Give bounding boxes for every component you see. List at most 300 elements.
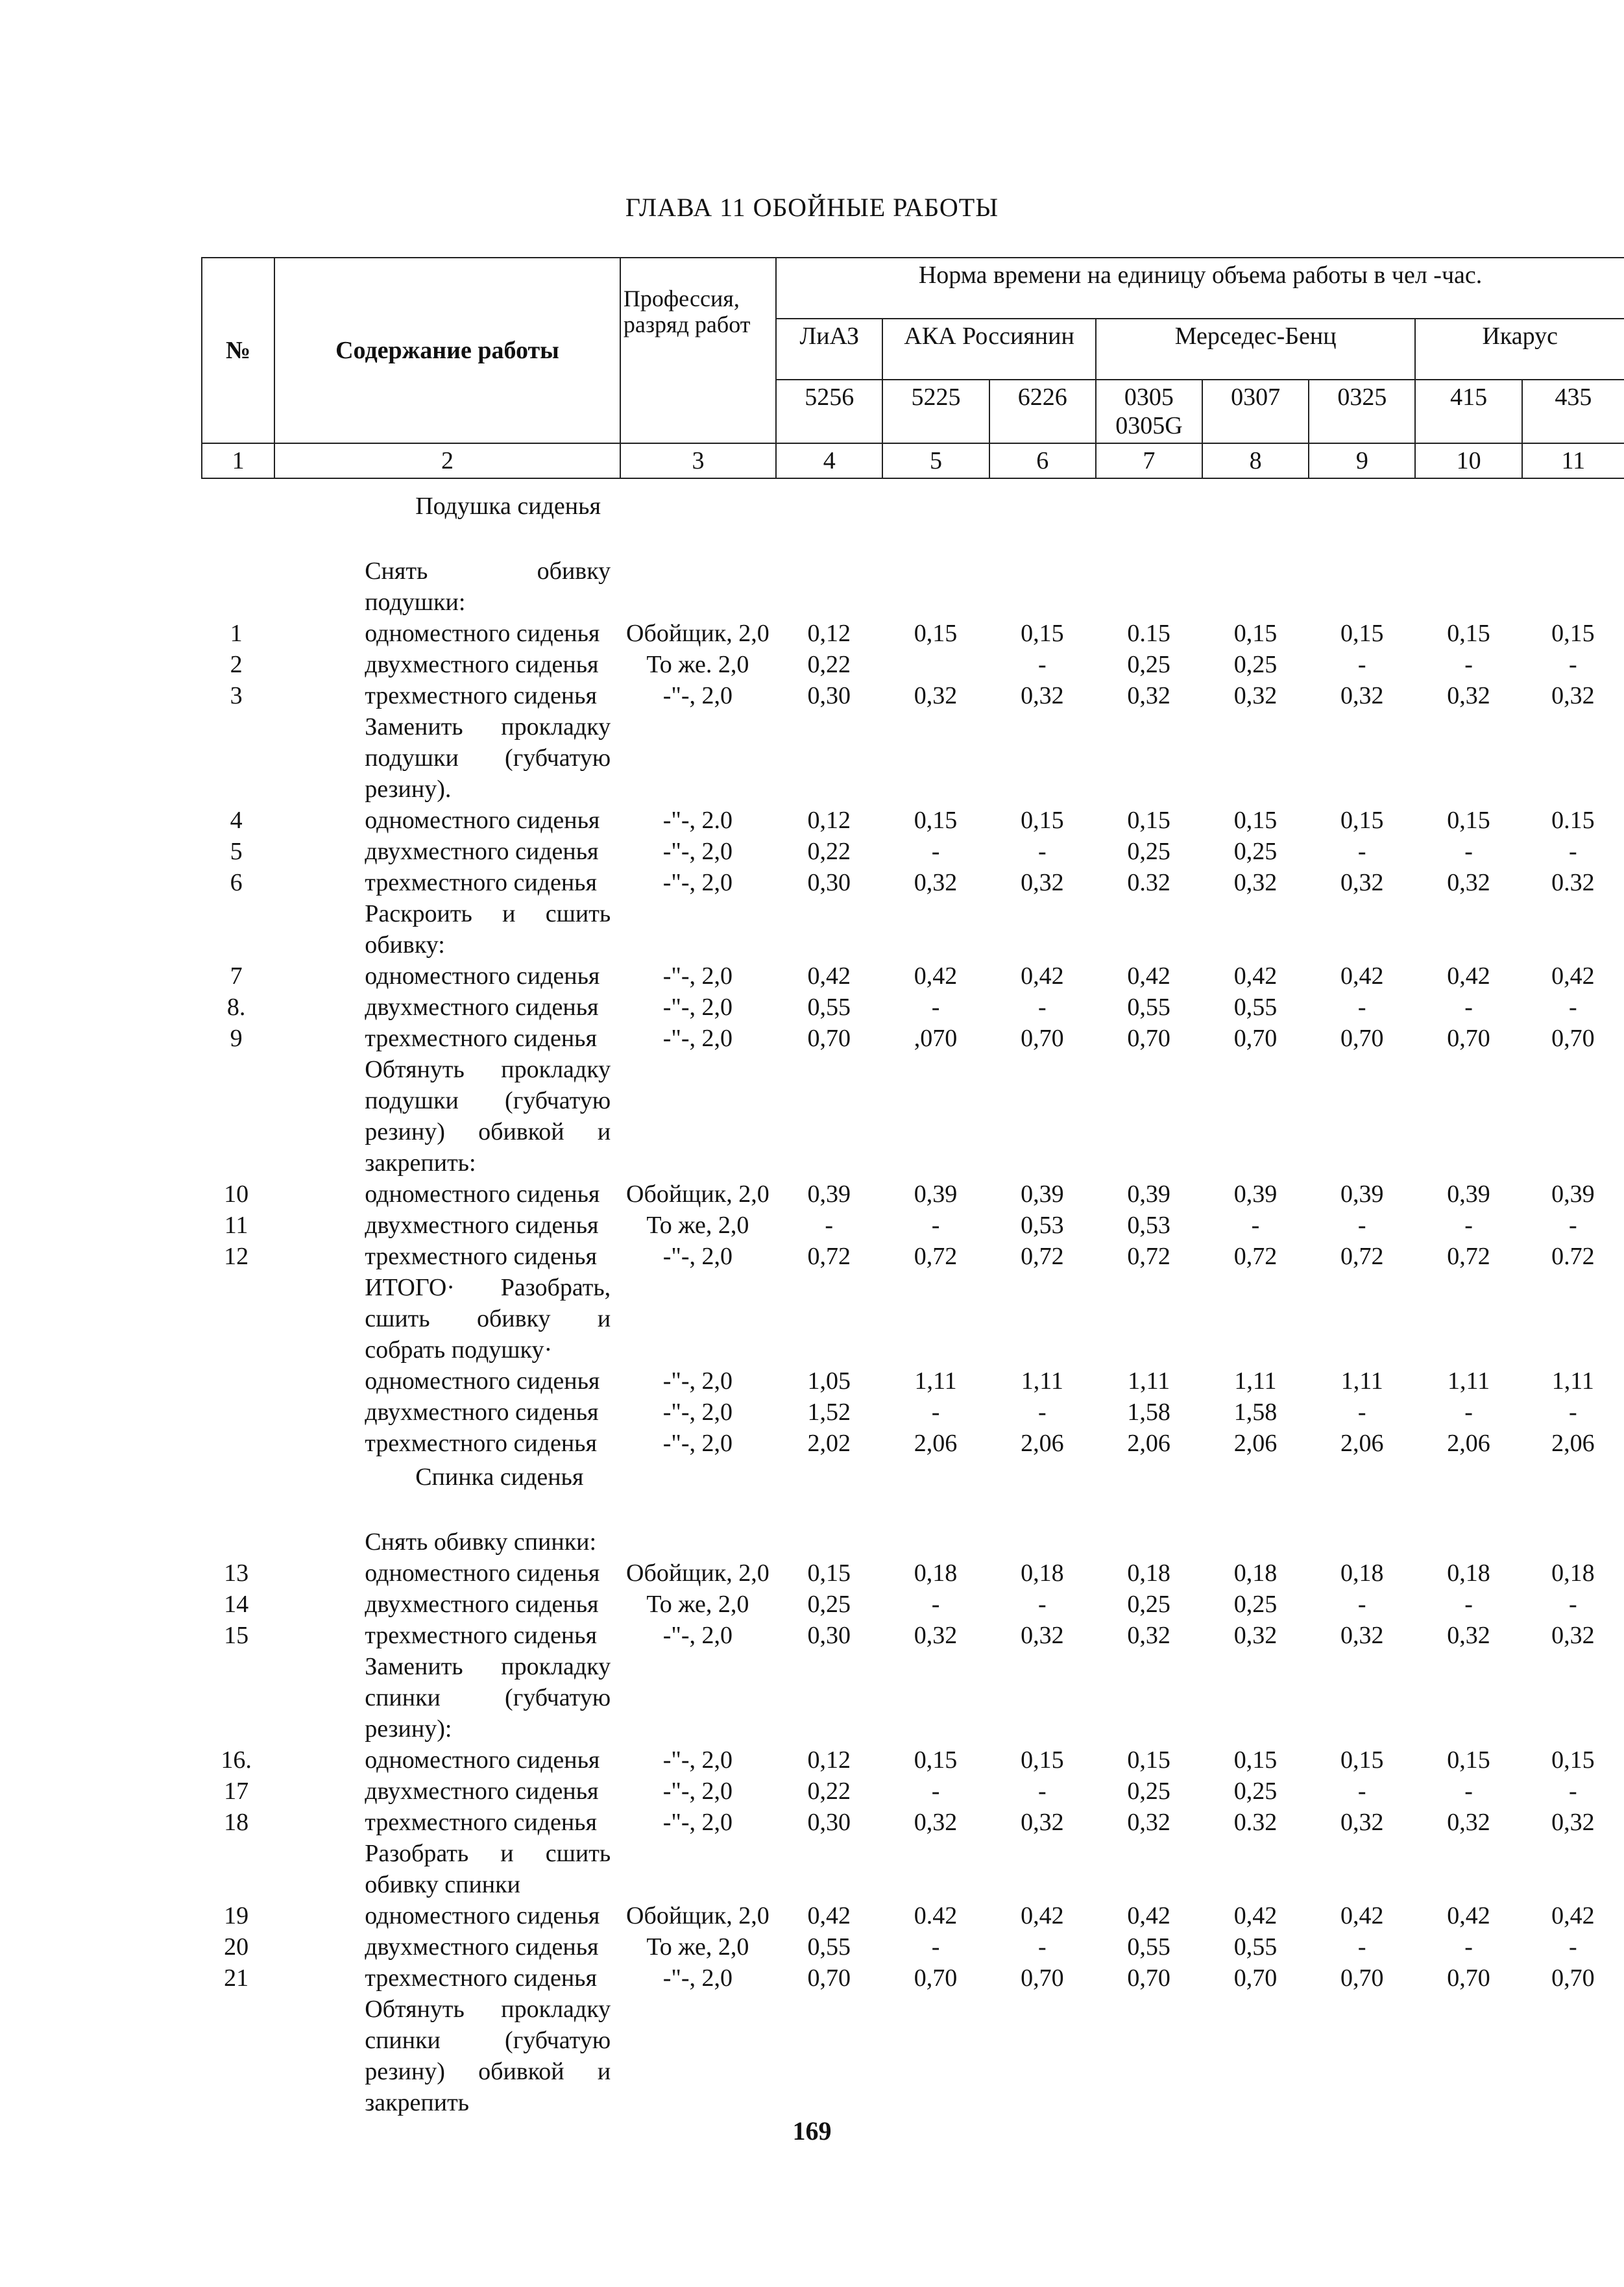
time-norm-value: 0,32 bbox=[1340, 682, 1384, 709]
table-row bbox=[201, 867, 1624, 898]
table-row bbox=[201, 680, 1624, 711]
time-norm-value: 0,70 bbox=[1021, 1964, 1064, 1992]
time-norm-value: 0,32 bbox=[1551, 1622, 1595, 1649]
time-norm-value: 0.15 bbox=[1127, 620, 1170, 647]
time-norm-value: 0,42 bbox=[1021, 962, 1064, 990]
time-norm-value: 0,55 bbox=[807, 994, 851, 1021]
header-group-mercedes: Мерседес-Бенц bbox=[1096, 319, 1416, 380]
header-norm: Норма времени на единицу объема работы в чел -час. bbox=[776, 258, 1624, 319]
time-norm-value: 0,32 bbox=[1021, 1809, 1064, 1836]
time-norm-value: 1,11 bbox=[1234, 1367, 1277, 1395]
col-number: 8 bbox=[1202, 443, 1309, 478]
row-description: одноместного сиденья bbox=[365, 807, 600, 834]
time-norm-value: 0,25 bbox=[1127, 1778, 1170, 1805]
header-model: 0325 bbox=[1309, 380, 1415, 443]
time-norm-value: - bbox=[931, 994, 940, 1021]
time-norm-value: 0,18 bbox=[1021, 1559, 1064, 1587]
time-norm-value: 2,06 bbox=[1551, 1430, 1595, 1457]
table-row bbox=[201, 960, 1624, 992]
row-number: 10 bbox=[224, 1180, 249, 1208]
row-description: трехместного сиденья bbox=[365, 682, 597, 709]
time-norm-value: 0,32 bbox=[914, 869, 958, 896]
time-norm-value: - bbox=[1569, 838, 1577, 865]
header-group-aka: АКА Россиянин bbox=[882, 319, 1095, 380]
row-profession: -"-, 2,0 bbox=[662, 838, 733, 865]
row-profession: -"-, 2,0 bbox=[662, 1809, 733, 1836]
section-heading-row bbox=[201, 1459, 1624, 1495]
row-description: трехместного сиденья bbox=[365, 1622, 597, 1649]
time-norm-value: 0,25 bbox=[1233, 838, 1278, 865]
row-number: 3 bbox=[230, 682, 243, 709]
time-norm-value: 0,18 bbox=[1127, 1559, 1170, 1587]
time-norm-value: 0,72 bbox=[1127, 1243, 1170, 1270]
time-norm-value: 2,06 bbox=[1447, 1430, 1490, 1457]
row-profession: -"-, 2.0 bbox=[662, 807, 733, 834]
empty-cell bbox=[776, 1459, 1624, 1495]
time-norm-value: - bbox=[1569, 1399, 1577, 1426]
time-norm-value: 0,32 bbox=[1340, 869, 1384, 896]
time-norm-value: 2,06 bbox=[1340, 1430, 1384, 1457]
empty-cell bbox=[201, 556, 274, 618]
chapter-title: ГЛАВА 11 ОБОЙНЫЕ РАБОТЫ bbox=[625, 193, 999, 222]
table-row bbox=[201, 1589, 1624, 1620]
empty-cell bbox=[201, 1651, 274, 1744]
time-norm-value: 0,25 bbox=[1233, 1778, 1278, 1805]
time-norm-value: 0,42 bbox=[807, 962, 851, 990]
time-norm-value: 0,70 bbox=[1340, 1025, 1384, 1052]
time-norm-value: 2,06 bbox=[1233, 1430, 1278, 1457]
row-number: 4 bbox=[230, 807, 243, 834]
time-norm-value: - bbox=[1464, 1591, 1473, 1618]
operation-title: Заменить прокладку подушки (губчатую резину). bbox=[365, 713, 611, 803]
spacer-cell bbox=[201, 524, 1624, 556]
spacer-row bbox=[201, 524, 1624, 556]
time-norm-value: 0,72 bbox=[1340, 1243, 1384, 1270]
table-row bbox=[201, 1900, 1624, 1931]
time-norm-value: 0,15 bbox=[914, 1746, 958, 1774]
operation-title-row bbox=[201, 1272, 1624, 1365]
time-norm-value: 0,70 bbox=[1551, 1025, 1595, 1052]
time-norm-value: - bbox=[1357, 1778, 1366, 1805]
time-norm-value: 0,32 bbox=[1233, 1622, 1278, 1649]
col-number: 6 bbox=[989, 443, 1096, 478]
time-norm-value: 0.32 bbox=[1127, 869, 1170, 896]
time-norm-value: 0,25 bbox=[1127, 651, 1170, 678]
time-norm-value: - bbox=[1569, 651, 1577, 678]
time-norm-value: 0,18 bbox=[914, 1559, 958, 1587]
row-description: двухместного сиденья bbox=[365, 1399, 599, 1426]
time-norm-value: 0,15 bbox=[1340, 1746, 1384, 1774]
row-number: 8. bbox=[226, 994, 246, 1021]
table-row bbox=[201, 1620, 1624, 1651]
row-number bbox=[201, 1397, 274, 1428]
time-norm-value: - bbox=[1464, 1933, 1473, 1961]
empty-cell bbox=[620, 711, 1624, 805]
col-number: 2 bbox=[274, 443, 620, 478]
row-number: 16. bbox=[221, 1746, 252, 1774]
time-norm-value: 0,15 bbox=[1340, 807, 1384, 834]
header-model: 5225 bbox=[882, 380, 989, 443]
time-norm-value: 0,32 bbox=[1447, 682, 1490, 709]
row-profession: -"-, 2,0 bbox=[662, 1430, 733, 1457]
time-norm-value: 0,32 bbox=[1447, 1809, 1490, 1836]
time-norm-value: - bbox=[1357, 994, 1366, 1021]
time-norm-value: - bbox=[1464, 994, 1473, 1021]
header-model: 0307 bbox=[1202, 380, 1309, 443]
time-norm-value: - bbox=[1038, 994, 1047, 1021]
row-number: 11 bbox=[224, 1212, 248, 1239]
time-norm-value: 2,06 bbox=[1127, 1430, 1170, 1457]
norms-table bbox=[201, 488, 1624, 2118]
empty-cell bbox=[201, 1459, 274, 1495]
header-group-liaz: ЛиАЗ bbox=[776, 319, 882, 380]
operation-title-row bbox=[201, 1994, 1624, 2118]
row-number: 9 bbox=[230, 1025, 243, 1052]
time-norm-value: 0,42 bbox=[1021, 1902, 1064, 1929]
operation-title: Снять обивку спинки: bbox=[365, 1528, 597, 1556]
time-norm-value: 0,15 bbox=[914, 620, 958, 647]
time-norm-value: 0,15 bbox=[1233, 620, 1278, 647]
empty-cell bbox=[201, 1272, 274, 1365]
empty-cell bbox=[620, 898, 1624, 960]
time-norm-value: 0,70 bbox=[1233, 1025, 1278, 1052]
row-description: одноместного сиденья bbox=[365, 1559, 600, 1587]
time-norm-value: 2,06 bbox=[1021, 1430, 1064, 1457]
table-row bbox=[201, 649, 1624, 680]
row-profession: -"-, 2,0 bbox=[662, 1746, 733, 1774]
time-norm-value: 0,15 bbox=[807, 1559, 851, 1587]
row-profession: -"-, 2,0 bbox=[662, 1778, 733, 1805]
time-norm-value: 0,18 bbox=[1233, 1559, 1278, 1587]
row-description: одноместного сиденья bbox=[365, 1746, 600, 1774]
table-row bbox=[201, 1776, 1624, 1807]
time-norm-value: 1,11 bbox=[1551, 1367, 1594, 1395]
time-norm-value: - bbox=[1464, 838, 1473, 865]
row-number: 1 bbox=[230, 620, 243, 647]
empty-cell bbox=[620, 1651, 1624, 1744]
row-profession: -"-, 2,0 bbox=[662, 1964, 733, 1992]
time-norm-value: 0,32 bbox=[1551, 682, 1595, 709]
operation-title-row bbox=[201, 1526, 1624, 1558]
time-norm-value: - bbox=[1038, 1591, 1047, 1618]
empty-cell bbox=[201, 1526, 274, 1558]
time-norm-value: 1,11 bbox=[1128, 1367, 1170, 1395]
header-model: 0305 0305G bbox=[1096, 380, 1202, 443]
time-norm-value: - bbox=[1464, 1778, 1473, 1805]
time-norm-value: 0,15 bbox=[1127, 807, 1170, 834]
time-norm-value: - bbox=[931, 1212, 940, 1239]
time-norm-value: 0,55 bbox=[807, 1933, 851, 1961]
time-norm-value: 1,11 bbox=[914, 1367, 957, 1395]
table-row bbox=[201, 836, 1624, 867]
empty-cell bbox=[201, 1838, 274, 1900]
row-number: 13 bbox=[224, 1559, 249, 1587]
operation-title: Обтянуть прокладку спинки (губчатую резину) обивкой и закрепить bbox=[365, 1996, 611, 2116]
time-norm-value: 2,02 bbox=[807, 1430, 851, 1457]
time-norm-value: 0,32 bbox=[1340, 1622, 1384, 1649]
time-norm-value: - bbox=[931, 1778, 940, 1805]
header-num: № bbox=[202, 258, 274, 443]
time-norm-value: 0,15 bbox=[1021, 1746, 1064, 1774]
row-profession: -"-, 2,0 bbox=[662, 1243, 733, 1270]
time-norm-value: 0,25 bbox=[1127, 838, 1170, 865]
time-norm-value: 0,15 bbox=[1551, 1746, 1595, 1774]
time-norm-value: - bbox=[931, 1933, 940, 1961]
time-norm-value: 0,42 bbox=[1447, 1902, 1490, 1929]
operation-title-row bbox=[201, 1651, 1624, 1744]
spacer-cell bbox=[201, 1495, 1624, 1526]
row-profession: Обойщик, 2,0 bbox=[626, 1559, 770, 1587]
time-norm-value: 0,42 bbox=[807, 1902, 851, 1929]
row-number: 19 bbox=[224, 1902, 249, 1929]
table-row bbox=[201, 1179, 1624, 1210]
empty-cell bbox=[620, 1272, 1624, 1365]
operation-title-row bbox=[201, 898, 1624, 960]
time-norm-value: 0.72 bbox=[1551, 1243, 1595, 1270]
time-norm-value: 0,22 bbox=[807, 1778, 851, 1805]
time-norm-value: 0,70 bbox=[1127, 1025, 1170, 1052]
time-norm-value: 0,30 bbox=[807, 1809, 851, 1836]
header-profession: Профессия, разряд работ bbox=[620, 258, 776, 443]
row-description: одноместного сиденья bbox=[365, 1367, 600, 1395]
time-norm-value: 0,42 bbox=[1127, 962, 1170, 990]
time-norm-value: 0,15 bbox=[1021, 620, 1064, 647]
time-norm-value: 0,15 bbox=[914, 807, 958, 834]
empty-cell bbox=[620, 1526, 1624, 1558]
row-description: двухместного сиденья bbox=[365, 1591, 599, 1618]
row-description: одноместного сиденья bbox=[365, 620, 600, 647]
header-model: 435 bbox=[1522, 380, 1624, 443]
time-norm-value: 0.32 bbox=[1551, 869, 1595, 896]
time-norm-value: 0,15 bbox=[1233, 807, 1278, 834]
time-norm-value: 0,55 bbox=[1233, 994, 1278, 1021]
row-number: 12 bbox=[224, 1243, 249, 1270]
time-norm-value: 0,32 bbox=[1447, 1622, 1490, 1649]
time-norm-value: - bbox=[1569, 1933, 1577, 1961]
time-norm-value: 0.32 bbox=[1233, 1809, 1278, 1836]
time-norm-value: 0,30 bbox=[807, 1622, 851, 1649]
time-norm-value: 0,32 bbox=[1233, 682, 1278, 709]
empty-cell bbox=[201, 1054, 274, 1179]
operation-title-row bbox=[201, 556, 1624, 618]
row-profession: -"-, 2,0 bbox=[662, 994, 733, 1021]
time-norm-value: 0,25 bbox=[1233, 651, 1278, 678]
row-description: одноместного сиденья bbox=[365, 1180, 600, 1208]
col-number: 3 bbox=[620, 443, 776, 478]
time-norm-value: - bbox=[825, 1212, 834, 1239]
time-norm-value: - bbox=[1038, 651, 1047, 678]
row-number: 14 bbox=[224, 1591, 249, 1618]
time-norm-value: 0,53 bbox=[1127, 1212, 1170, 1239]
row-profession: -"-, 2,0 bbox=[662, 682, 733, 709]
time-norm-value: 0,42 bbox=[1340, 962, 1384, 990]
time-norm-value: 0,32 bbox=[1127, 1622, 1170, 1649]
row-number: 6 bbox=[230, 869, 243, 896]
row-description: трехместного сиденья bbox=[365, 1430, 597, 1457]
time-norm-value: 0,22 bbox=[807, 651, 851, 678]
row-profession: -"-, 2,0 bbox=[662, 1367, 733, 1395]
table-row bbox=[201, 1210, 1624, 1241]
table-row bbox=[201, 1931, 1624, 1963]
time-norm-value: 0,32 bbox=[1447, 869, 1490, 896]
time-norm-value: 2,06 bbox=[914, 1430, 958, 1457]
time-norm-value: 0,39 bbox=[1551, 1180, 1595, 1208]
page-number: 169 bbox=[792, 2116, 832, 2146]
spacer-row bbox=[201, 1495, 1624, 1526]
time-norm-value: 0,39 bbox=[1233, 1180, 1278, 1208]
header-model: 6226 bbox=[989, 380, 1096, 443]
row-number: 20 bbox=[224, 1933, 249, 1961]
time-norm-value: - bbox=[1464, 1212, 1473, 1239]
row-description: трехместного сиденья bbox=[365, 1243, 597, 1270]
col-number: 9 bbox=[1309, 443, 1415, 478]
time-norm-value: 0,32 bbox=[914, 1809, 958, 1836]
operation-title-row bbox=[201, 1054, 1624, 1179]
header-group-ikarus: Икарус bbox=[1415, 319, 1624, 380]
row-profession: -"-, 2,0 bbox=[662, 962, 733, 990]
section-heading: Спинка сиденья bbox=[415, 1463, 584, 1491]
operation-title: ИТОГО· Разобрать, сшить обивку и собрать подушку· bbox=[365, 1274, 611, 1364]
row-description: трехместного сиденья bbox=[365, 1964, 597, 1992]
time-norm-value: 0,72 bbox=[1233, 1243, 1278, 1270]
row-description: двухместного сиденья bbox=[365, 994, 599, 1021]
row-description: двухместного сиденья bbox=[365, 1778, 599, 1805]
row-profession: То же. 2,0 bbox=[646, 651, 749, 678]
row-number: 7 bbox=[230, 962, 243, 990]
table-row bbox=[201, 618, 1624, 649]
time-norm-value: - bbox=[1357, 1591, 1366, 1618]
row-description: одноместного сиденья bbox=[365, 962, 600, 990]
row-number: 21 bbox=[224, 1964, 249, 1992]
time-norm-value: 0,70 bbox=[1447, 1964, 1490, 1992]
row-number bbox=[201, 1428, 274, 1459]
section-heading-row bbox=[201, 488, 1624, 524]
time-norm-value: - bbox=[1038, 1399, 1047, 1426]
time-norm-value: 0,25 bbox=[1233, 1591, 1278, 1618]
row-profession: Обойщик, 2,0 bbox=[626, 1902, 770, 1929]
time-norm-value: 0,32 bbox=[914, 1622, 958, 1649]
row-profession: То же, 2,0 bbox=[646, 1212, 749, 1239]
time-norm-value: 0,70 bbox=[1551, 1964, 1595, 1992]
time-norm-value: 0,70 bbox=[807, 1025, 851, 1052]
time-norm-value: 0,42 bbox=[1233, 962, 1278, 990]
time-norm-value: 1,58 bbox=[1127, 1399, 1170, 1426]
operation-title: Заменить прокладку спинки (губчатую резину): bbox=[365, 1653, 611, 1743]
time-norm-value: - bbox=[1569, 1591, 1577, 1618]
col-number: 7 bbox=[1096, 443, 1202, 478]
row-profession: То же, 2,0 bbox=[646, 1933, 749, 1961]
row-profession: -"-, 2,0 bbox=[662, 1399, 733, 1426]
time-norm-value: 0,42 bbox=[1551, 1902, 1595, 1929]
time-norm-value: 0,70 bbox=[1447, 1025, 1490, 1052]
col-number: 10 bbox=[1415, 443, 1521, 478]
time-norm-value: 0,15 bbox=[1447, 807, 1490, 834]
time-norm-value: - bbox=[1038, 838, 1047, 865]
time-norm-value: 0,12 bbox=[807, 807, 851, 834]
col-number: 5 bbox=[882, 443, 989, 478]
row-description: двухместного сиденья bbox=[365, 838, 599, 865]
time-norm-value: - bbox=[1357, 651, 1366, 678]
time-norm-value: 1,52 bbox=[807, 1399, 851, 1426]
time-norm-value: 0,32 bbox=[914, 682, 958, 709]
header-model: 415 bbox=[1415, 380, 1521, 443]
time-norm-value: 0,42 bbox=[914, 962, 958, 990]
time-norm-value: - bbox=[1464, 1399, 1473, 1426]
time-norm-value: - bbox=[931, 1591, 940, 1618]
time-norm-value: 0,55 bbox=[1127, 994, 1170, 1021]
time-norm-value: - bbox=[1357, 1933, 1366, 1961]
row-description: трехместного сиденья bbox=[365, 1809, 597, 1836]
time-norm-value: 0,70 bbox=[1127, 1964, 1170, 1992]
time-norm-value: 0,70 bbox=[1233, 1964, 1278, 1992]
time-norm-value: 0,32 bbox=[1551, 1809, 1595, 1836]
time-norm-value: 0,42 bbox=[1127, 1902, 1170, 1929]
row-number: 17 bbox=[224, 1778, 249, 1805]
row-description: трехместного сиденья bbox=[365, 1025, 597, 1052]
empty-cell bbox=[201, 898, 274, 960]
col-number: 1 bbox=[202, 443, 274, 478]
time-norm-value: - bbox=[1251, 1212, 1260, 1239]
operation-title: Разобрать и сшить обивку спинки bbox=[365, 1840, 611, 1898]
time-norm-value: 0,22 bbox=[807, 838, 851, 865]
time-norm-value: 0,70 bbox=[914, 1964, 958, 1992]
table-row bbox=[201, 1428, 1624, 1459]
row-profession: -"-, 2,0 bbox=[662, 1025, 733, 1052]
table-row bbox=[201, 1963, 1624, 1994]
empty-cell bbox=[201, 711, 274, 805]
time-norm-value: - bbox=[1569, 1778, 1577, 1805]
time-norm-value: - bbox=[1038, 1778, 1047, 1805]
time-norm-value: 0.15 bbox=[1551, 807, 1595, 834]
row-description: двухместного сиденья bbox=[365, 651, 599, 678]
time-norm-value: 0,39 bbox=[914, 1180, 958, 1208]
time-norm-value: 0,55 bbox=[1233, 1933, 1278, 1961]
time-norm-value: 0,42 bbox=[1447, 962, 1490, 990]
time-norm-value: 0,55 bbox=[1127, 1933, 1170, 1961]
empty-cell bbox=[620, 1838, 1624, 1900]
time-norm-value: 0,32 bbox=[1127, 1809, 1170, 1836]
header-content: Содержание работы bbox=[274, 258, 620, 443]
empty-cell bbox=[620, 1054, 1624, 1179]
time-norm-value: 0,32 bbox=[1021, 869, 1064, 896]
table-row bbox=[201, 1558, 1624, 1589]
time-norm-value: 0,15 bbox=[1551, 620, 1595, 647]
row-profession: -"-, 2,0 bbox=[662, 1622, 733, 1649]
row-number: 2 bbox=[230, 651, 243, 678]
time-norm-value: 0,12 bbox=[807, 620, 851, 647]
time-norm-value: 0,70 bbox=[807, 1964, 851, 1992]
time-norm-value: 0,39 bbox=[807, 1180, 851, 1208]
time-norm-value: 0,53 bbox=[1021, 1212, 1064, 1239]
table-row bbox=[201, 1365, 1624, 1397]
time-norm-value: 1,11 bbox=[1340, 1367, 1383, 1395]
time-norm-value: 0,15 bbox=[1447, 1746, 1490, 1774]
time-norm-value: - bbox=[1357, 1399, 1366, 1426]
time-norm-value: 0,18 bbox=[1340, 1559, 1384, 1587]
table-row bbox=[201, 1397, 1624, 1428]
col-number: 11 bbox=[1522, 443, 1624, 478]
operation-title: Снять обивку подушки: bbox=[365, 557, 611, 616]
operation-title: Раскроить и сшить обивку: bbox=[365, 900, 611, 959]
time-norm-value: 0,15 bbox=[1127, 1746, 1170, 1774]
time-norm-value: 0,72 bbox=[807, 1243, 851, 1270]
operation-title-row bbox=[201, 1838, 1624, 1900]
time-norm-value: 0.42 bbox=[914, 1902, 958, 1929]
time-norm-value: 0,42 bbox=[1340, 1902, 1384, 1929]
time-norm-value: 0,70 bbox=[1021, 1025, 1064, 1052]
row-number: 15 bbox=[224, 1622, 249, 1649]
time-norm-value: - bbox=[1569, 1212, 1577, 1239]
